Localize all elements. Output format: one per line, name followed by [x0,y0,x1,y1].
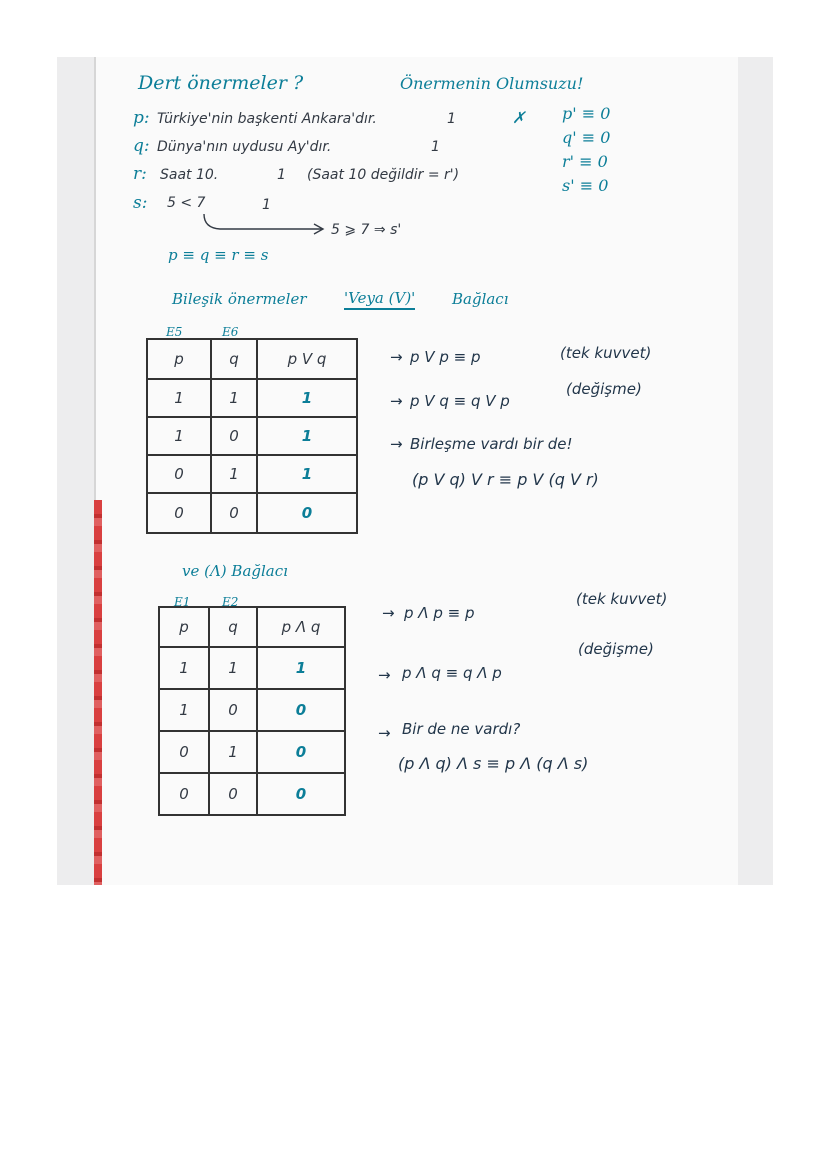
table-row [159,689,345,731]
rule-text: p V p ≡ p [410,348,481,366]
rule-text: p Λ q ≡ q Λ p [402,664,502,682]
table-row [159,731,345,773]
table-cell: 1 [209,647,257,689]
result-cell: 0 [257,731,345,773]
header-cell: p V q [257,339,357,379]
table-cell: 1 [159,647,209,689]
table-cell: 0 [211,417,257,455]
table-row [147,417,357,455]
negation-r: r' ≡ 0 [562,152,608,171]
arrow-icon: → [378,666,391,684]
result-cell: 0 [257,493,357,533]
header-cell: p Λ q [257,607,345,647]
rule-text: p Λ p ≡ p [404,604,475,622]
table-cell: 1 [211,379,257,417]
arrow-icon: → [382,604,395,622]
ve-title: ve (Λ) Bağlacı [182,562,288,580]
veya-col-mark-1: E5 [166,325,183,339]
ve-associativity: (p Λ q) Λ s ≡ p Λ (q Λ s) [398,754,589,773]
veya-title-suffix: Bağlacı [452,290,509,308]
table-row [159,647,345,689]
negation-p: p' ≡ 0 [562,104,611,123]
table-cell: 0 [209,773,257,815]
table-header-row [159,607,345,647]
equivalence: p ≡ q ≡ r ≡ s [168,246,269,264]
table-row [147,455,357,493]
table-cell: 0 [147,493,211,533]
page-edge-strip [94,500,102,885]
header-cell: p [147,339,211,379]
table-cell: 1 [209,731,257,773]
table-cell: 1 [211,455,257,493]
statement-value: 1 [277,167,286,183]
table-row [159,773,345,815]
ve-col-mark-1: E1 [174,595,191,609]
rule-text: p V q ≡ q V p [410,392,510,410]
ve-truth-table [158,606,346,816]
statement-text: Dünya'nın uydusu Ay'dır. [157,139,332,155]
statement-value: 1 [262,197,271,213]
statement-value: 1 [447,111,456,127]
result-cell: 1 [257,417,357,455]
statement-text: Saat 10. [160,167,219,183]
left-title: Dert önermeler ? [138,72,304,94]
negation-q: q' ≡ 0 [562,128,611,147]
rule-note: (değişme) [578,640,654,658]
table-cell: 0 [211,493,257,533]
veya-title-quoted: 'Veya (V)' [344,291,415,310]
table-cell: 1 [159,689,209,731]
result-cell: 1 [257,379,357,417]
ve-col-mark-2: E2 [222,595,239,609]
right-title: Önermenin Olumsuzu! [400,74,584,93]
statement-label: p: [133,108,150,128]
arrow-icon: → [390,392,403,410]
negation-s: s' ≡ 0 [562,176,609,195]
header-cell: p [159,607,209,647]
table-row [147,379,357,417]
negation-arrow [190,212,330,238]
rule-text: Bir de ne vardı? [402,720,521,738]
rule-note: (tek kuvvet) [560,344,652,362]
result-cell: 0 [257,773,345,815]
statement-label: r: [133,164,147,184]
rule-note: (değişme) [566,380,642,398]
statement-label: q: [133,136,150,156]
table-cell: 0 [159,773,209,815]
rule-text: Birleşme vardı bir de! [410,435,573,453]
result-cell: 1 [257,455,357,493]
result-cell: 1 [257,647,345,689]
table-row [147,493,357,533]
veya-col-mark-2: E6 [222,325,239,339]
arrow-icon: → [378,724,391,742]
statement-note: (Saat 10 değildir = r') [307,167,460,183]
header-cell: q [211,339,257,379]
arrow-icon: → [390,348,403,366]
rule-note: (tek kuvvet) [576,590,668,608]
table-cell: 1 [147,417,211,455]
table-cell: 1 [147,379,211,417]
veya-title-prefix: Bileşik önermeler [172,290,307,308]
table-cell: 0 [159,731,209,773]
table-cell: 0 [147,455,211,493]
table-cell: 0 [209,689,257,731]
header-cell: q [209,607,257,647]
veya-associativity: (p V q) V r ≡ p V (q V r) [412,470,599,489]
statement-label: s: [133,193,148,213]
statement-text: Türkiye'nin başkenti Ankara'dır. [157,111,377,127]
result-cell: 0 [257,689,345,731]
negation-result: 5 ⩾ 7 ⇒ s' [331,222,402,238]
veya-truth-table [146,338,358,534]
statement-value: 1 [431,139,440,155]
check-mark: ✗ [512,108,526,127]
arrow-icon: → [390,435,403,453]
statement-text: 5 < 7 [167,195,206,211]
table-header-row [147,339,357,379]
